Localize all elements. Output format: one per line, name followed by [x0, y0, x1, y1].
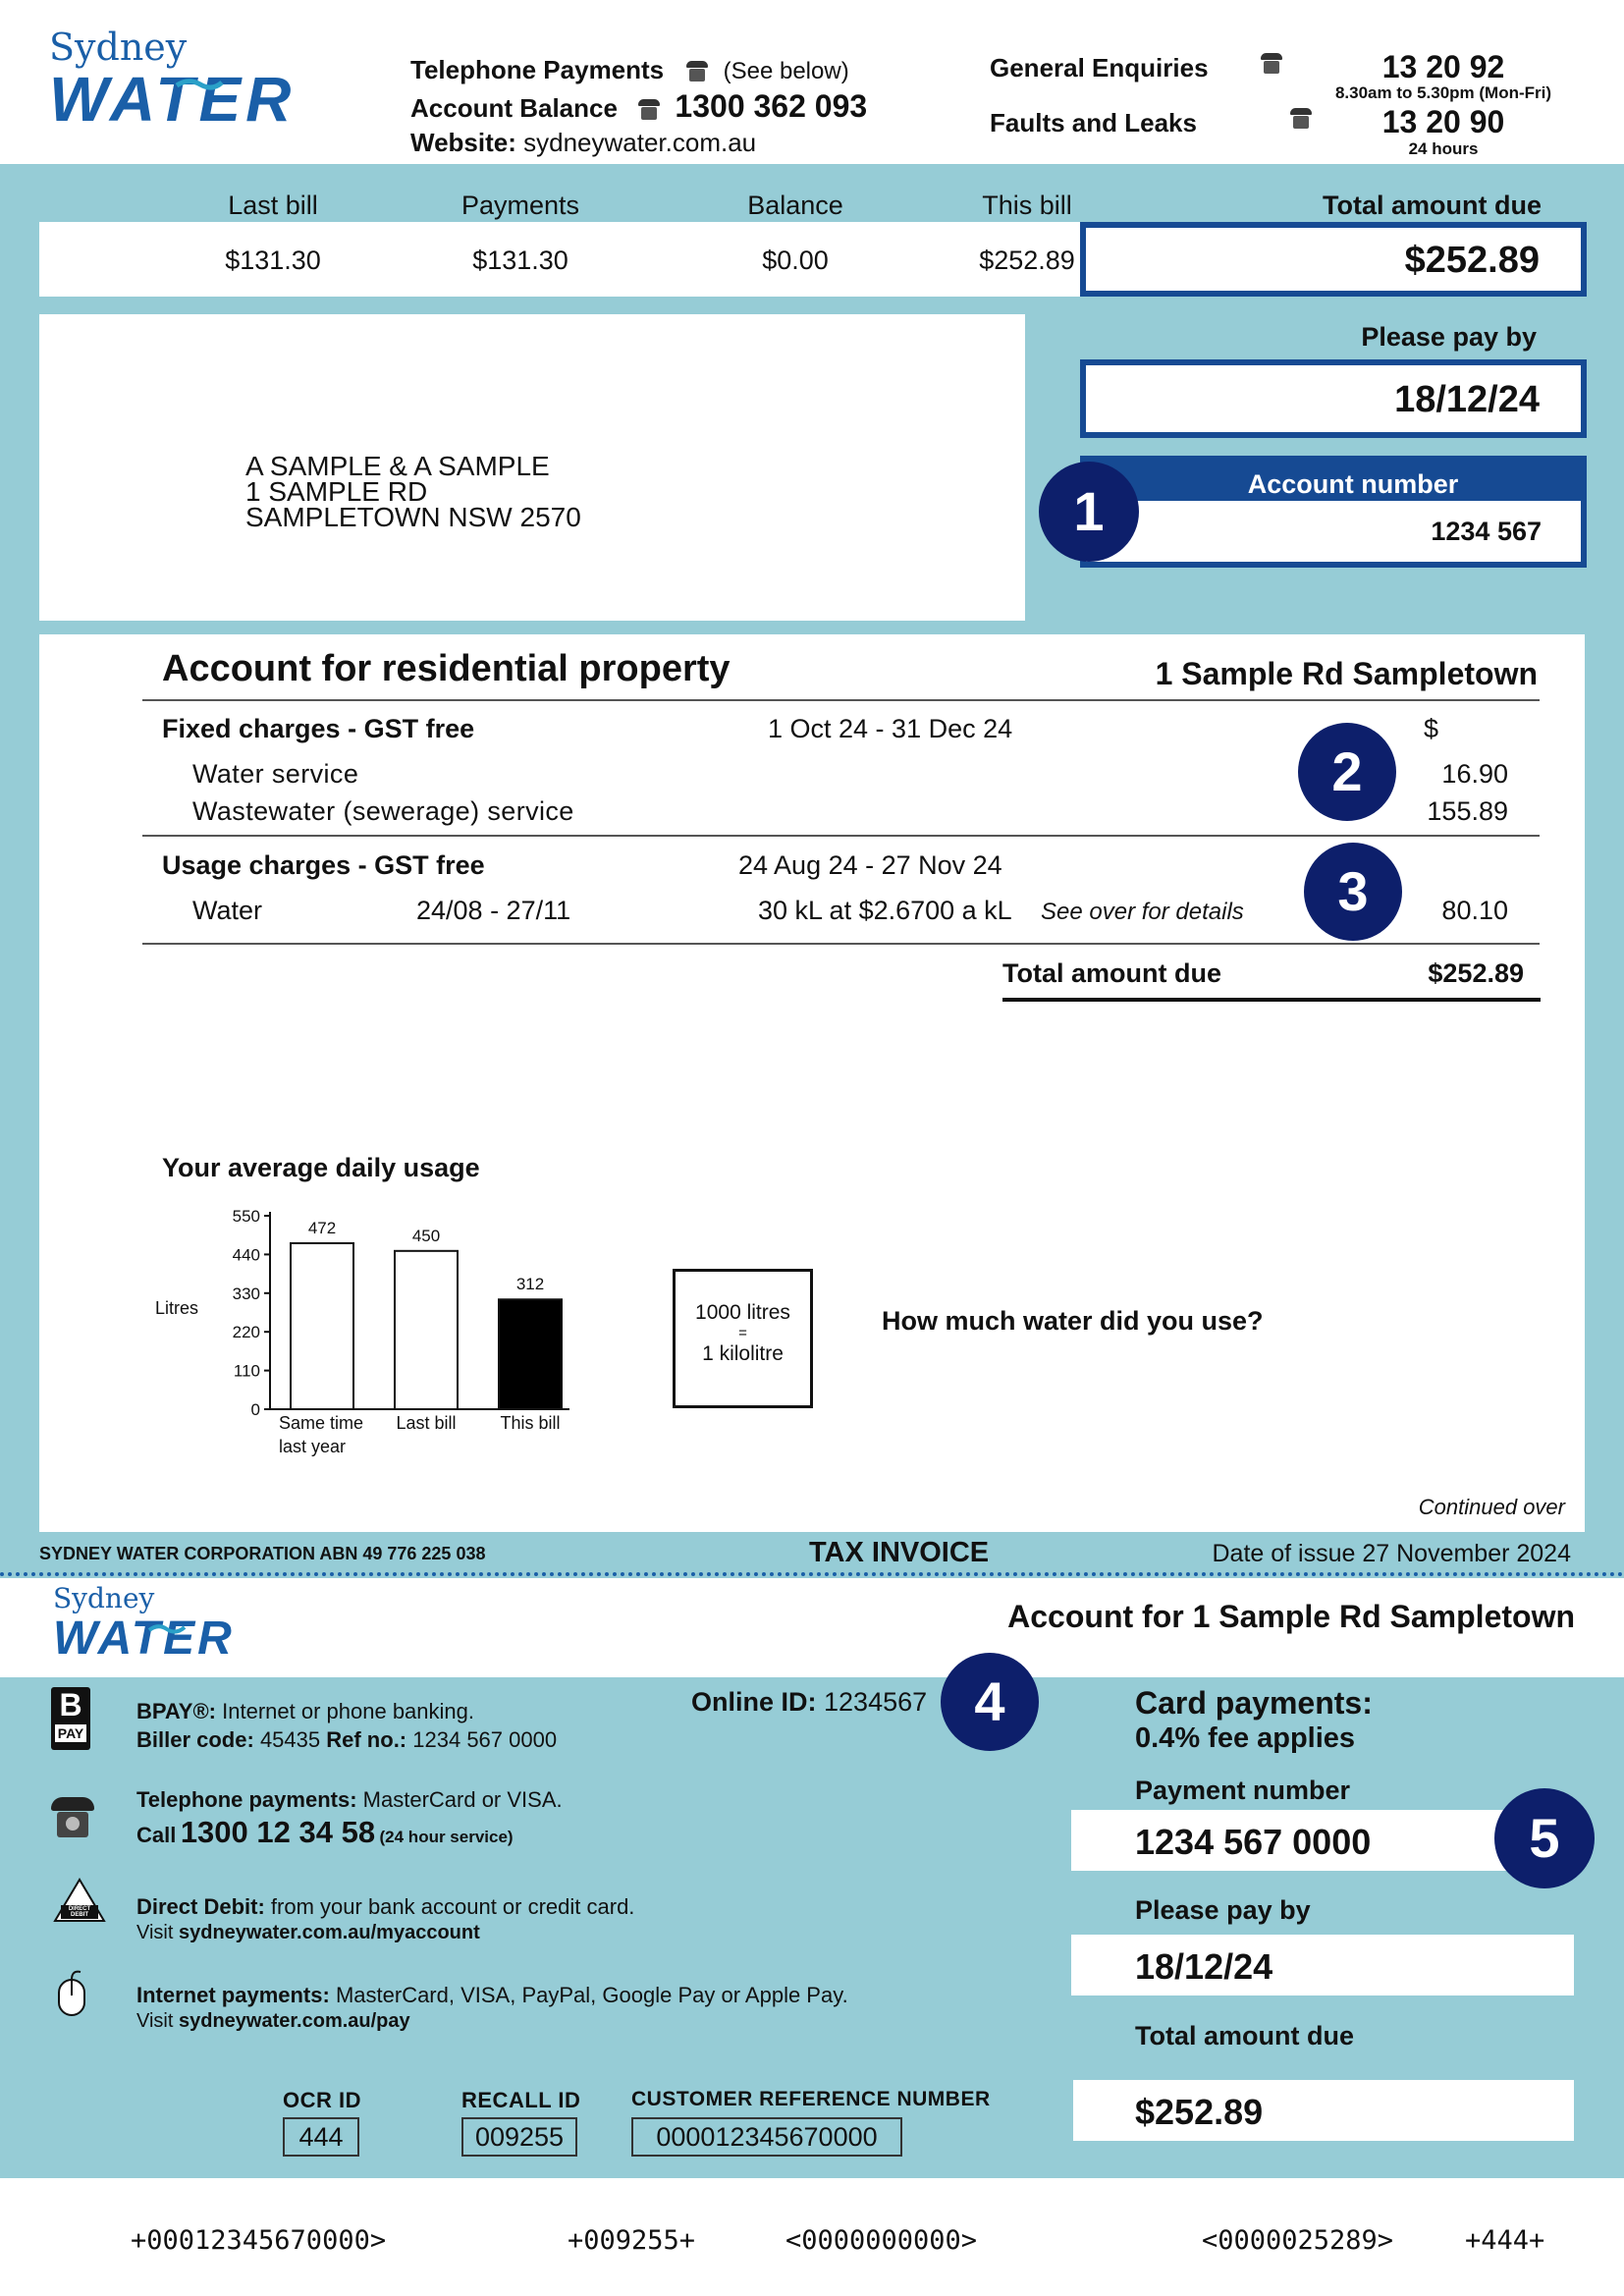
micr-code: +444+: [1465, 2225, 1545, 2256]
summary-values-bar: [39, 222, 1082, 297]
balance-label: Account Balance: [410, 93, 618, 123]
usage-charges-period: 24 Aug 24 - 27 Nov 24: [738, 850, 1002, 880]
payment-number-label: Payment number: [1135, 1776, 1351, 1805]
slip-logo-sydney-text: Sydney: [53, 1582, 155, 1614]
ocr-id-field: 444: [283, 2117, 359, 2157]
bpay-icon-text: PAY: [55, 1724, 86, 1742]
header-website: [410, 128, 756, 158]
y-axis-label: Litres: [154, 1298, 199, 1318]
call-line: [136, 1815, 514, 1850]
bar-value-label: 312: [515, 1275, 545, 1294]
summary-header: Last bill: [228, 191, 318, 220]
direct-debit-line: [136, 1894, 634, 1920]
fixed-item-amount: 16.90: [1441, 759, 1508, 789]
usage-bar: [395, 1251, 458, 1409]
summary-header: Balance: [747, 191, 843, 220]
logo-wave-icon: [175, 77, 224, 90]
account-number-label: Account number: [1247, 469, 1459, 499]
logo-water-text: WATER: [49, 64, 297, 135]
bpay-label: BPAY®:: [136, 1699, 217, 1723]
account-number-value: 1234 567: [1431, 517, 1542, 546]
fixed-charges-label: Fixed charges - GST free: [162, 714, 475, 743]
ref-number: 1234 567 0000: [412, 1727, 558, 1752]
kilolitre-note-line: 1000 litres: [695, 1301, 790, 1324]
summary-value: $0.00: [762, 246, 829, 275]
header-account-balance: [410, 88, 867, 125]
micr-code: <0000000000>: [785, 2225, 978, 2256]
category-label: last year: [279, 1437, 347, 1456]
recall-id-label: RECALL ID: [461, 2088, 581, 2112]
marker-4: 4: [941, 1653, 1039, 1751]
account-number-field: [1086, 501, 1581, 562]
usage-item-dates: 24/08 - 27/11: [416, 896, 571, 925]
tear-line: [0, 1572, 1624, 1576]
call-note: (24 hour service): [379, 1828, 514, 1846]
address-line: 1 SAMPLE RD: [245, 476, 428, 507]
total-due-box: [1080, 222, 1587, 297]
y-tick-label: 0: [250, 1400, 260, 1419]
online-id-value: 1234567: [824, 1687, 928, 1717]
tel-payments-label: Telephone Payments: [410, 55, 665, 84]
slip-logo-water-text: WATER: [53, 1613, 235, 1665]
biller-label: Biller code:: [136, 1727, 254, 1752]
y-tick-label: 110: [233, 1361, 260, 1381]
pay-link[interactable]: sydneywater.com.au/pay: [178, 2010, 410, 2032]
direct-debit-visit: [136, 1922, 480, 1944]
usage-item-calc: 30 kL at $2.6700 a kL: [758, 896, 1012, 925]
micr-code: <0000025289>: [1202, 2225, 1394, 2256]
usage-bar: [499, 1299, 562, 1409]
general-enquiries-hours: 8.30am to 5.30pm (Mon-Fri): [1334, 83, 1552, 102]
y-tick-label: 440: [232, 1245, 260, 1265]
divider: [142, 835, 1540, 837]
direct-debit-label: Direct Debit:: [136, 1894, 265, 1919]
direct-debit-text: from your bank account or credit card.: [270, 1894, 635, 1919]
online-id-label: Online ID:: [691, 1687, 817, 1717]
telephone-payment-icon: [51, 1797, 94, 1838]
myaccount-link[interactable]: sydneywater.com.au/myaccount: [178, 1922, 480, 1943]
usage-charges-label: Usage charges - GST free: [162, 850, 485, 880]
bpay-icon-b: B: [59, 1687, 82, 1722]
bpay-icon: [51, 1687, 90, 1750]
card-fee-note: 0.4% fee applies: [1135, 1722, 1356, 1754]
kilolitre-note-box: [673, 1269, 813, 1408]
micr-code: +00012345670000>: [131, 2225, 387, 2256]
corp-abn: SYDNEY WATER CORPORATION ABN 49 776 225 038: [39, 1544, 486, 1563]
bar-value-label: 450: [411, 1226, 441, 1245]
summary-value: $131.30: [472, 246, 568, 275]
divider: [142, 699, 1540, 701]
tel-payments-note: (See below): [723, 58, 849, 84]
total-due-value: $252.89: [1404, 240, 1540, 281]
address-line: SAMPLETOWN NSW 2570: [245, 502, 581, 532]
slip-total-value: $252.89: [1135, 2092, 1264, 2132]
sydney-water-logo: [49, 26, 304, 136]
ref-label: Ref no.:: [326, 1727, 407, 1752]
y-tick-label: 550: [232, 1207, 260, 1226]
tel-payment-label: Telephone payments:: [136, 1787, 357, 1812]
general-enquiries-phone: 13 20 92: [1381, 49, 1505, 84]
summary-headers: [39, 191, 1090, 224]
marker-5: 5: [1494, 1788, 1595, 1888]
pay-by-label: Please pay by: [1361, 322, 1537, 352]
fixed-item-name: Water service: [192, 759, 359, 789]
call-number: 1300 12 34 58: [180, 1815, 376, 1849]
account-total-label: Total amount due: [1002, 958, 1221, 988]
tel-payment-line: [136, 1787, 563, 1813]
continued-over: Continued over: [1418, 1495, 1565, 1519]
fixed-charges-period: 1 Oct 24 - 31 Dec 24: [768, 714, 1013, 743]
pay-by-value: 18/12/24: [1394, 379, 1540, 420]
faults-leaks-phone: 13 20 90: [1381, 104, 1505, 139]
ocr-id-label: OCR ID: [283, 2088, 361, 2112]
crn-field: 000012345670000: [631, 2117, 902, 2157]
balance-phone: 1300 362 093: [675, 88, 868, 124]
pay-by-box: [1080, 359, 1587, 438]
y-tick-label: 330: [232, 1284, 260, 1303]
website-link[interactable]: sydneywater.com.au: [523, 128, 757, 157]
visit-label: Visit: [136, 1922, 174, 1943]
kilolitre-note-line: 1 kilolitre: [702, 1342, 784, 1365]
y-tick-label: 220: [232, 1323, 260, 1342]
call-label: Call: [136, 1823, 177, 1847]
bpay-line: [136, 1699, 474, 1724]
logo-sydney-text: Sydney: [49, 26, 188, 69]
category-label: Same time: [279, 1413, 364, 1433]
currency-symbol: $: [1424, 714, 1439, 743]
address-line: A SAMPLE & A SAMPLE: [245, 451, 550, 481]
summary-value: $131.30: [225, 246, 321, 275]
slip-total-label: Total amount due: [1135, 2021, 1354, 2050]
usage-bar-chart: [137, 1198, 589, 1473]
website-label: Website:: [410, 128, 516, 157]
fixed-item-amount: 155.89: [1427, 796, 1508, 826]
category-label: Last bill: [396, 1413, 457, 1433]
address-window: [39, 314, 1025, 621]
issue-date: Date of issue 27 November 2024: [1212, 1540, 1571, 1567]
telephone-icon: [636, 99, 662, 121]
slip-logo: [53, 1583, 249, 1669]
slip-pay-by-label: Please pay by: [1135, 1895, 1311, 1925]
usage-item-amount: 80.10: [1441, 896, 1508, 925]
telephone-icon: [1259, 53, 1284, 75]
total-underline: [1002, 998, 1541, 1002]
internet-payment-label: Internet payments:: [136, 1983, 330, 2007]
biller-line: [136, 1727, 557, 1753]
usage-item-name: Water: [192, 896, 263, 925]
payment-number-value: 1234 567 0000: [1135, 1822, 1372, 1862]
slip-account-for: Account for 1 Sample Rd Sampletown: [1007, 1599, 1575, 1634]
account-title: Account for residential property: [162, 648, 731, 689]
slip-pay-by-field: [1071, 1935, 1574, 1995]
biller-code: 45435: [259, 1727, 321, 1752]
card-payments-title: Card payments:: [1135, 1685, 1373, 1721]
account-number-panel: [1080, 456, 1587, 568]
micr-code: +009255+: [568, 2225, 696, 2256]
summary-value: $252.89: [979, 246, 1075, 275]
mouse-icon: [57, 1968, 86, 2017]
tax-invoice-label: TAX INVOICE: [809, 1537, 990, 1568]
marker-2: 2: [1298, 723, 1396, 821]
bar-value-label: 472: [307, 1218, 337, 1237]
category-label: This bill: [500, 1413, 561, 1433]
summary-total-label: Total amount due: [1323, 191, 1542, 220]
tel-payment-text: MasterCard or VISA.: [362, 1787, 563, 1812]
internet-payment-visit: [136, 2010, 410, 2033]
summary-header: This bill: [982, 191, 1072, 220]
fixed-item-name: Wastewater (sewerage) service: [192, 796, 574, 826]
bpay-text: Internet or phone banking.: [222, 1699, 474, 1723]
internet-payment-text: MasterCard, VISA, PayPal, Google Pay or Apple Pay.: [335, 1983, 848, 2007]
direct-debit-icon-text: DIRECT DEBIT: [68, 1906, 91, 1918]
usage-question: How much water did you use?: [882, 1306, 1264, 1336]
slip-total-field: [1073, 2080, 1574, 2141]
kilolitre-note-line: =: [738, 1325, 747, 1341]
faults-leaks-label: Faults and Leaks: [990, 108, 1197, 137]
marker-1: 1: [1039, 462, 1139, 562]
chart-heading: Your average daily usage: [162, 1153, 480, 1182]
faults-leaks-hours: 24 hours: [1408, 139, 1479, 158]
telephone-icon: [684, 61, 710, 82]
usage-bar: [291, 1243, 353, 1409]
summary-header: Payments: [460, 191, 580, 220]
online-id-line: [691, 1687, 927, 1718]
slip-pay-by-value: 18/12/24: [1135, 1946, 1273, 1987]
visit-label: Visit: [136, 2010, 174, 2032]
divider: [142, 943, 1540, 945]
slip-logo-wave-icon: [147, 1622, 187, 1634]
marker-3: 3: [1304, 843, 1402, 941]
direct-debit-icon: [51, 1878, 108, 1923]
account-total-value: $252.89: [1428, 958, 1524, 988]
header-tel-payments: [410, 55, 849, 85]
general-enquiries-label: General Enquiries: [990, 53, 1209, 82]
usage-item-note: See over for details: [1041, 899, 1244, 925]
recall-id-field: 009255: [461, 2117, 577, 2157]
crn-label: CUSTOMER REFERENCE NUMBER: [631, 2088, 991, 2110]
account-property: 1 Sample Rd Sampletown: [1155, 656, 1538, 691]
internet-payment-line: [136, 1983, 848, 2008]
